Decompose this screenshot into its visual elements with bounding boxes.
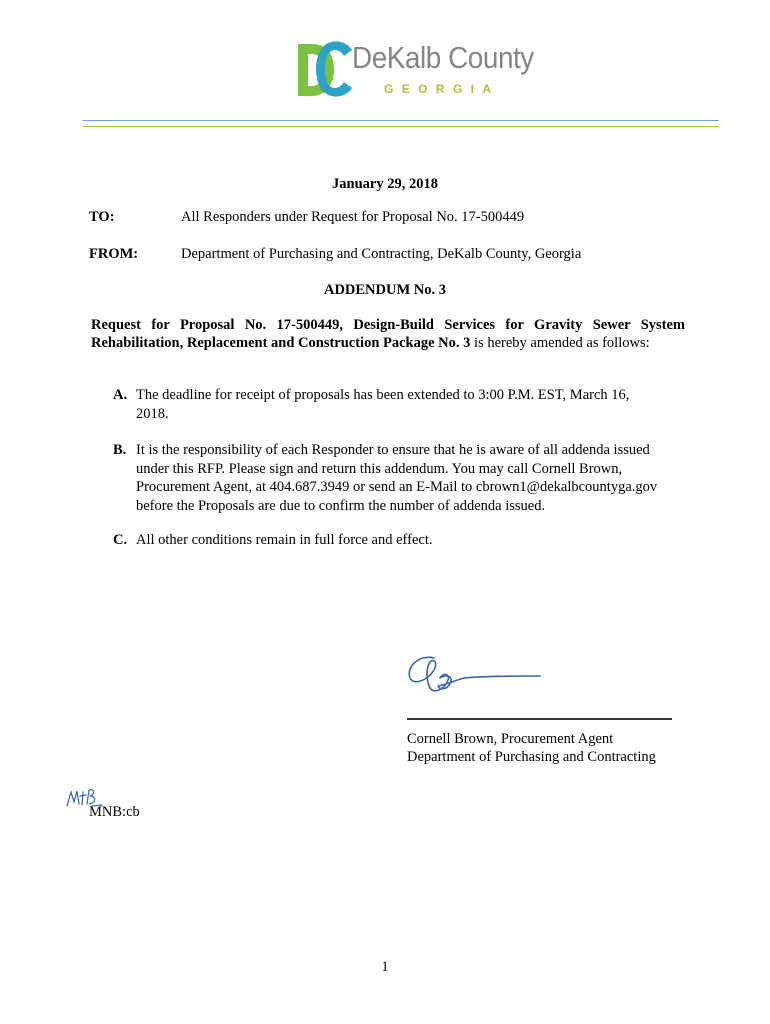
list-item-letter: A. <box>113 387 128 403</box>
signature-line <box>407 718 672 720</box>
page-number: 1 <box>381 959 389 975</box>
memo-date: January 29, 2018 <box>332 176 438 192</box>
header-rule-green <box>83 126 719 127</box>
rfp-package-name: Rehabilitation, Replacement and Construction Package No. 3 <box>91 335 471 351</box>
list-item-line: under this RFP. Please sign and return this addendum. You may call Cornell Brown, <box>136 460 623 477</box>
logo-county-name: DeKalb County <box>352 40 534 75</box>
list-item-letter: B. <box>113 442 127 458</box>
to-value: All Responders under Request for Proposal No. 17-500449 <box>181 209 525 225</box>
list-item-line: 2018. <box>136 405 169 422</box>
signer-name-title: Cornell Brown, Procurement Agent <box>407 731 614 747</box>
list-item-body <box>136 386 696 423</box>
to-label: TO: <box>89 209 115 225</box>
logo-state-name: GEORGIA <box>384 82 500 96</box>
rfp-heading-line-2 <box>91 334 650 353</box>
list-item-body <box>136 441 696 515</box>
typist-initials: MNB:cb <box>89 804 140 820</box>
handwritten-signature <box>404 650 544 698</box>
list-item-line: before the Proposals are due to confirm the number of addenda issued. <box>136 497 546 514</box>
addendum-title: ADDENDUM No. 3 <box>323 282 447 298</box>
list-item-body <box>136 531 696 550</box>
list-item-line: Procurement Agent, at 404.687.3949 or send an E-Mail to cbrown1@dekalbcountyga.gov <box>136 479 658 495</box>
from-label: FROM: <box>89 246 139 262</box>
from-value: Department of Purchasing and Contracting, DeKalb County, Georgia <box>181 246 582 262</box>
dc-logo-mark-icon <box>296 36 356 100</box>
list-item-line: It is the responsibility of each Responder to ensure that he is aware of all addenda issued <box>136 442 650 458</box>
list-item-line: The deadline for receipt of proposals has been extended to 3:00 P.M. EST, March 16, <box>136 387 630 403</box>
signer-department: Department of Purchasing and Contracting <box>407 749 656 765</box>
rfp-amend-text: is hereby amended as follows: <box>470 335 650 351</box>
list-item-letter: C. <box>113 532 128 548</box>
dekalb-county-logo <box>296 36 534 106</box>
list-item-line: All other conditions remain in full force and effect. <box>136 532 433 548</box>
header-rule-blue <box>83 120 719 121</box>
rfp-heading-line-1: Request for Proposal No. 17-500449, Design-Build Services for Gravity Sewer System <box>91 317 685 333</box>
